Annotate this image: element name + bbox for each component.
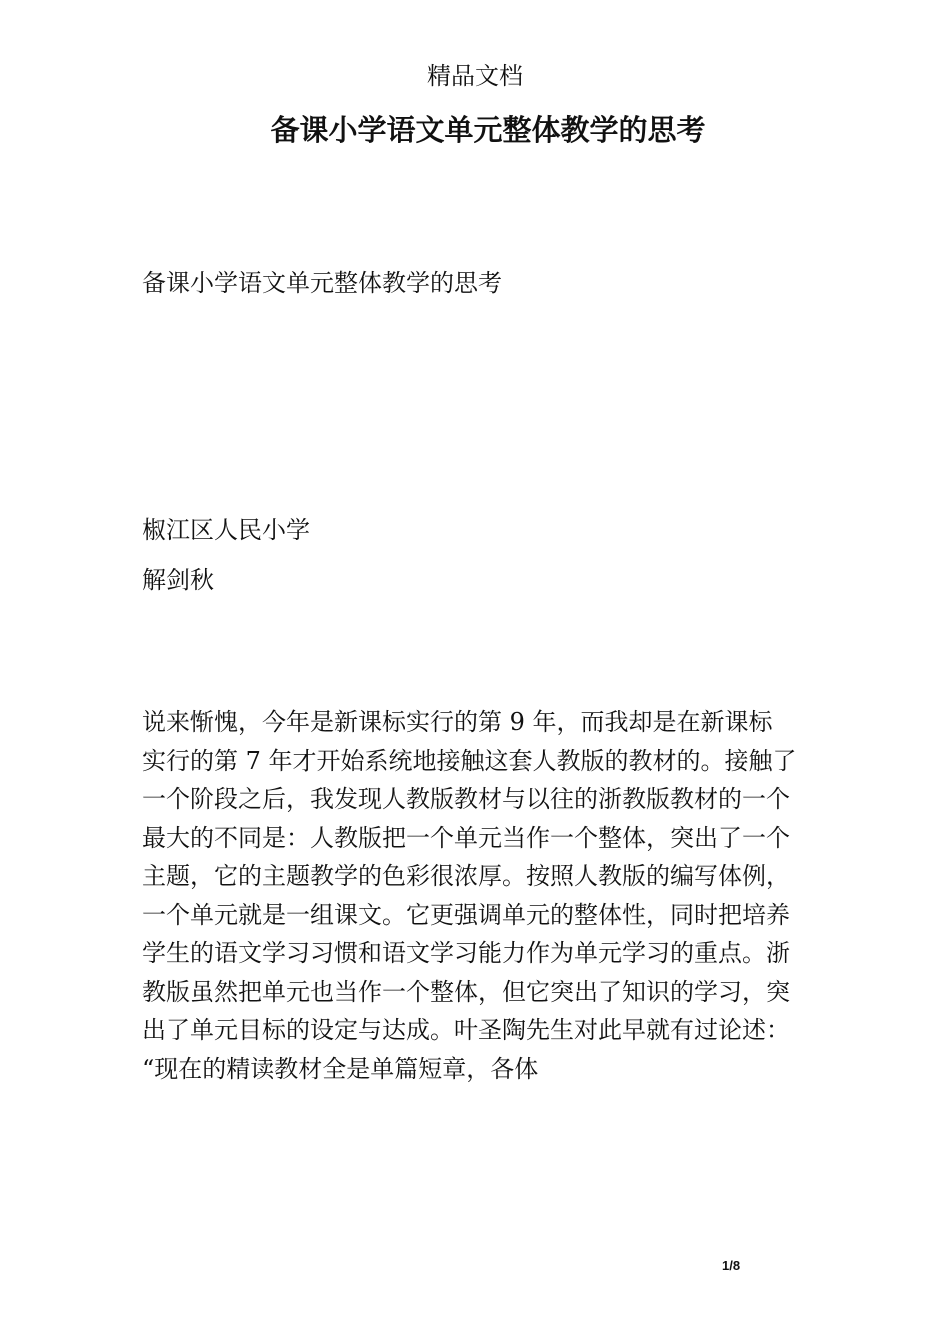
- document-subtitle: 备课小学语文单元整体教学的思考: [142, 269, 502, 297]
- body-line: 出了单元目标的设定与达成。叶圣陶先生对此早就有过论述：: [142, 1016, 790, 1044]
- header-label: 精品文档: [427, 62, 523, 90]
- body-line: 最大的不同是：人教版把一个单元当作一个整体，突出了一个: [142, 823, 790, 852]
- body-line: 实行的第 7 年才开始系统地接触这套人教版的教材的。接触了: [142, 746, 797, 775]
- body-line: 说来惭愧，今年是新课标实行的第 9 年，而我却是在新课标: [142, 708, 773, 736]
- body-line: 主题，它的主题教学的色彩很浓厚。按照人教版的编写体例，: [142, 862, 790, 890]
- author-name: 解剑秋: [142, 566, 214, 594]
- author-school: 椒江区人民小学: [142, 516, 310, 544]
- document-title: 备课小学语文单元整体教学的思考: [270, 113, 706, 147]
- body-paragraph: [142, 703, 832, 1088]
- body-line: 一个阶段之后，我发现人教版教材与以往的浙教版教材的一个: [142, 785, 790, 813]
- body-line: 一个单元就是一组课文。它更强调单元的整体性，同时把培养: [142, 900, 790, 929]
- body-line: “现在的精读教材全是单篇短章，各体: [142, 1054, 539, 1083]
- body-line: 教版虽然把单元也当作一个整体，但它突出了知识的学习，突: [142, 977, 790, 1006]
- page-number: 1/8: [722, 1258, 741, 1273]
- body-line: 学生的语文学习习惯和语文学习能力作为单元学习的重点。浙: [142, 939, 790, 967]
